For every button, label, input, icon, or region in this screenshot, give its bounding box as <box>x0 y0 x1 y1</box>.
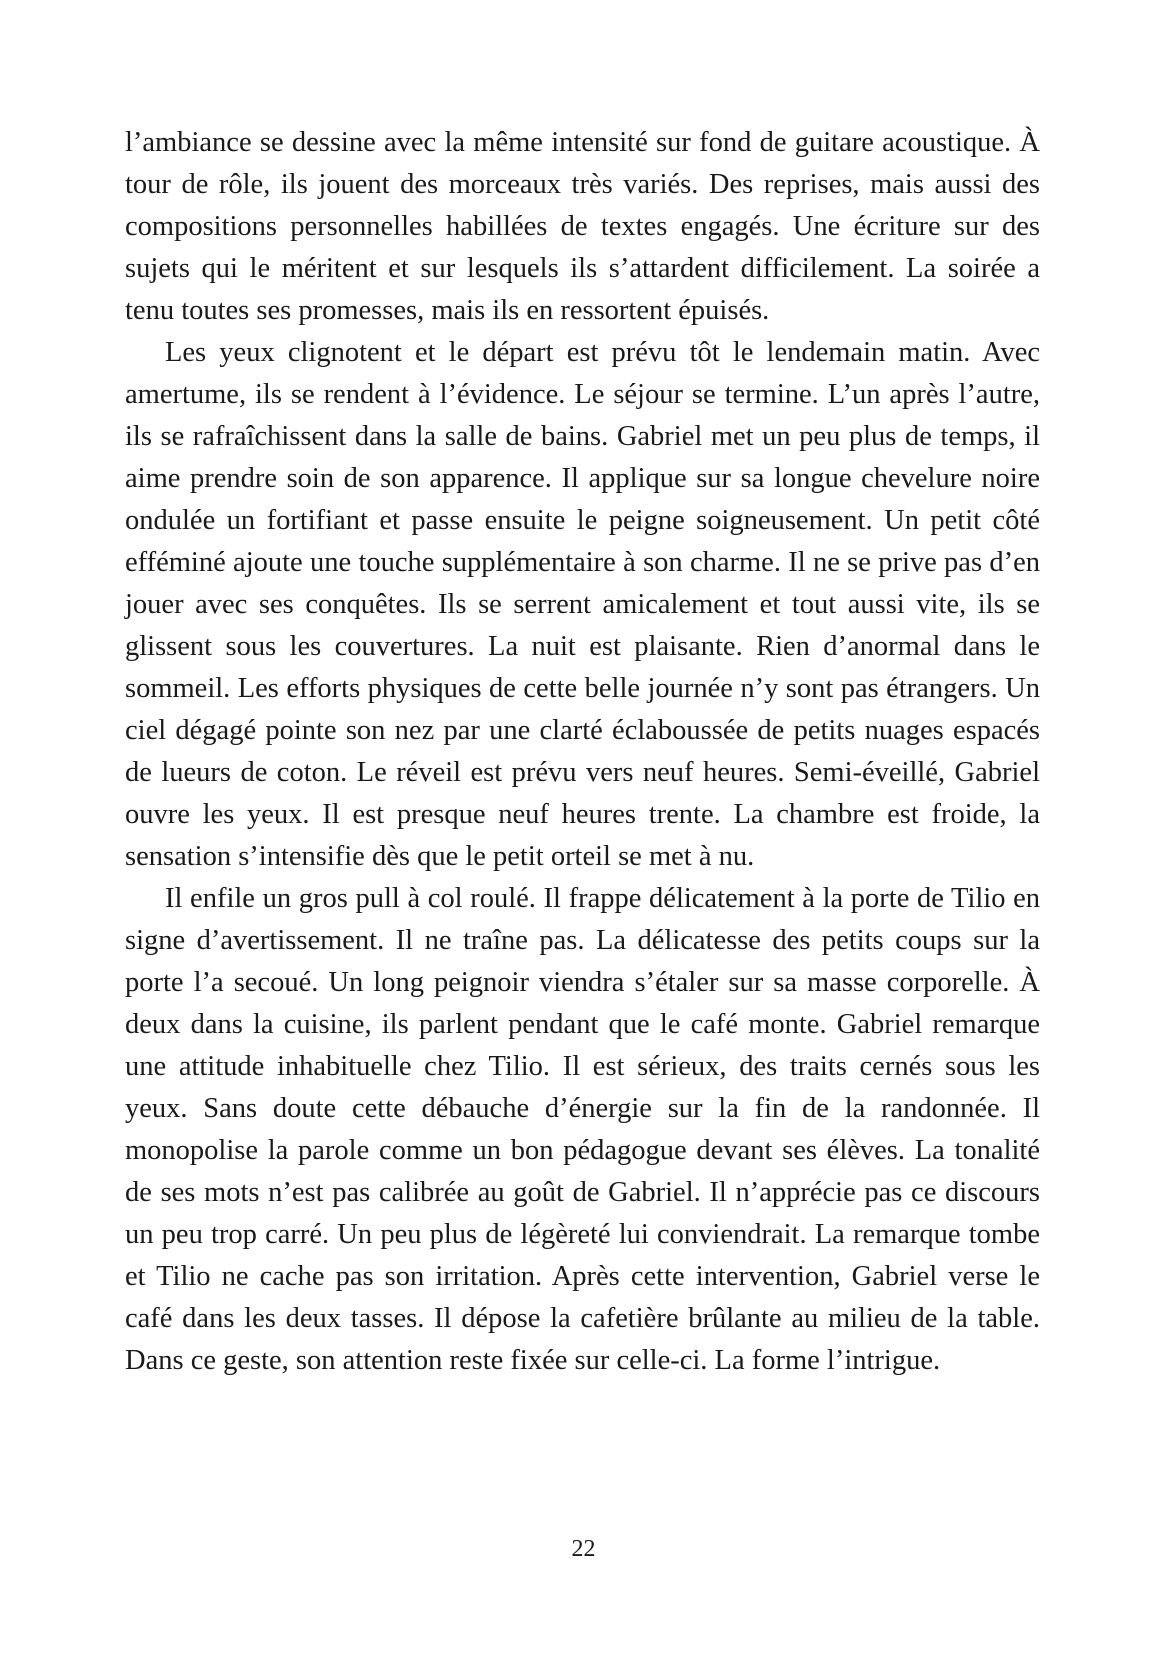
page-body-text <box>125 122 1040 1382</box>
paragraph: Il enfile un gros pull à col roulé. Il frappe délicatement à la porte de Tilio en signe d’avertissement. Il ne traîne pas. La délicatesse des petits coups sur la porte l’a secoué. Un long peignoir viendra s’étaler sur sa masse corporelle. À deux dans la cuisine, ils parlent pendant que le café monte. Gabriel remarque une attitude inhabituelle chez Tilio. Il est sérieux, des traits cernés sous les yeux. Sans doute cette débauche d’énergie sur la fin de la randonnée. Il monopolise la parole comme un bon pédagogue devant ses élèves. La tonalité de ses mots n’est pas calibrée au goût de Gabriel. Il n’apprécie pas ce discours un peu trop carré. Un peu plus de légèreté lui conviendrait. La remarque tombe et Tilio ne cache pas son irritation. Après cette intervention, Gabriel verse le café dans les deux tasses. Il dépose la cafetière brûlante au milieu de la table. Dans ce geste, son attention reste fixée sur celle-ci. La forme l’intrigue. <box>125 883 1040 1376</box>
page-number: 22 <box>571 1536 596 1562</box>
paragraph: Les yeux clignotent et le départ est prévu tôt le lendemain matin. Avec amertume, ils se rendent à l’évidence. Le séjour se termine. L’un après l’autre, ils se rafraîchissent dans la salle de bains. Gabriel met un peu plus de temps, il aime prendre soin de son apparence. Il applique sur sa longue chevelure noire ondulée un fortifiant et passe ensuite le peigne soigneusement. Un petit côté efféminé ajoute une touche supplémentaire à son charme. Il ne se prive pas d’en jouer avec ses conquêtes. Ils se serrent amicalement et tout aussi vite, ils se glissent sous les couvertures. La nuit est plaisante. Rien d’anormal dans le sommeil. Les efforts physiques de cette belle journée n’y sont pas étrangers. Un ciel dégagé pointe son nez par une clarté éclaboussée de petits nuages espacés de lueurs de coton. Le réveil est prévu vers neuf heures. Semi-éveillé, Gabriel ouvre les yeux. Il est presque neuf heures trente. La chambre est froide, la sensation s’intensifie dès que le petit orteil se met à nu. <box>125 337 1040 872</box>
paragraph-continuation: l’ambiance se dessine avec la même intensité sur fond de guitare acoustique. À tour de rôle, ils jouent des morceaux très variés. Des reprises, mais aussi des compositions personnelles habillées de textes engagés. Une écriture sur des sujets qui le méritent et sur lesquels ils s’attardent difficilement. La soirée a tenu toutes ses promesses, mais ils en ressortent épuisés. <box>125 127 1040 326</box>
